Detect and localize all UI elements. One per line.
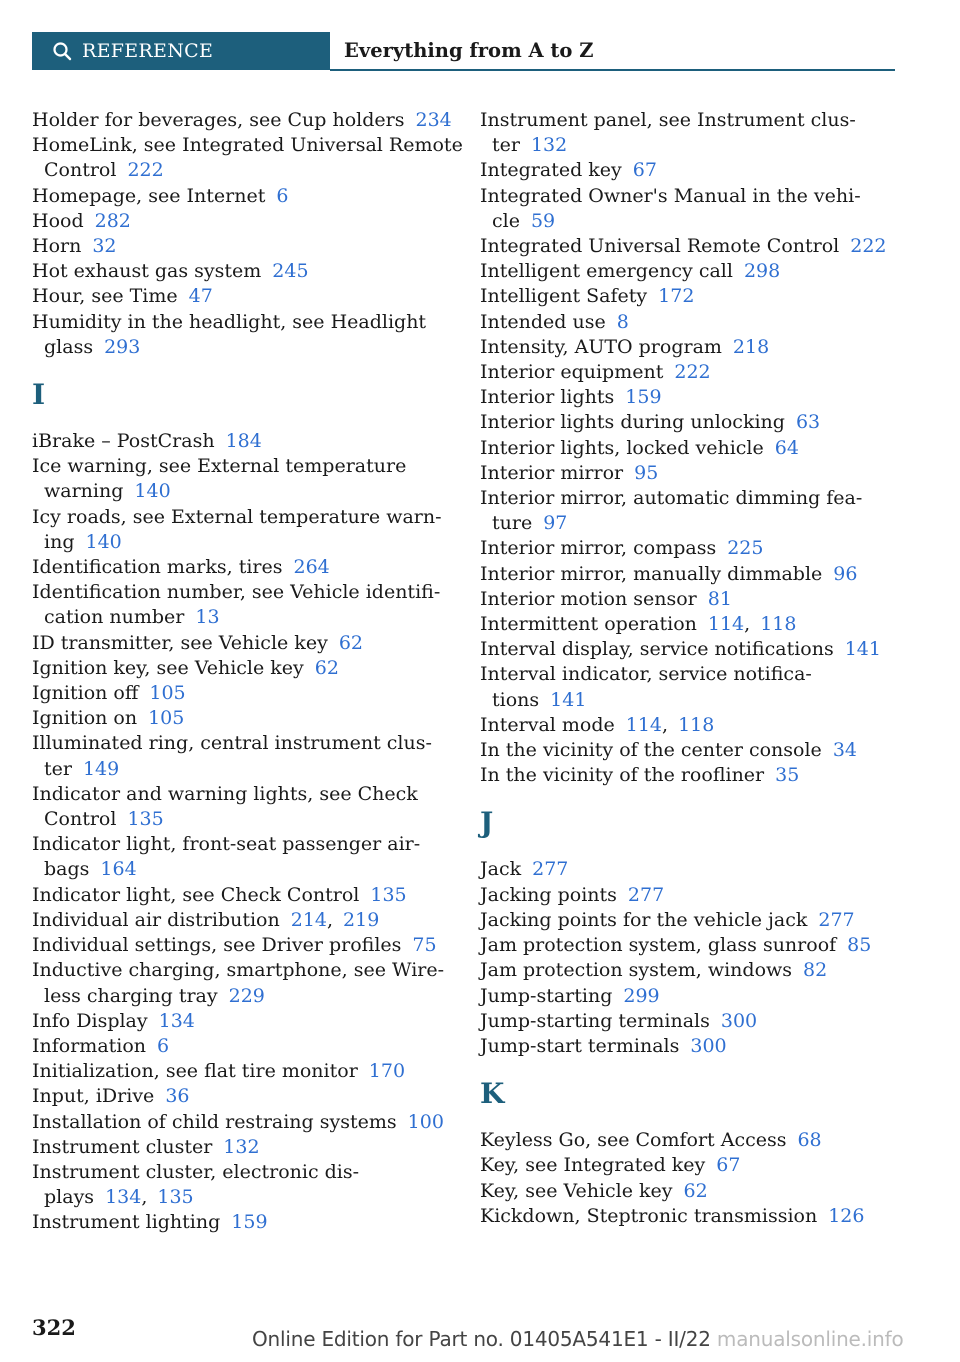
page-link[interactable]: 184	[225, 430, 262, 453]
watermark-text: manualsonline.info	[710, 1327, 904, 1351]
index-entry	[32, 259, 457, 284]
index-entry	[480, 158, 890, 183]
page-link[interactable]: 96	[833, 562, 858, 585]
entry-term: Interior lights during unlocking	[480, 411, 785, 434]
index-entry	[32, 108, 457, 133]
page-link[interactable]: 214	[290, 908, 327, 931]
page-link[interactable]: 219	[343, 908, 380, 931]
page-link[interactable]: 229	[228, 984, 265, 1007]
page-link[interactable]: 62	[314, 656, 339, 679]
page-header	[32, 32, 895, 72]
index-entry	[480, 713, 890, 738]
entry-term: Interior mirror, compass	[480, 537, 717, 560]
entry-term: In the vicinity of the center console	[480, 739, 822, 762]
entry-term: Indicator light, front-seat passenger air‐	[32, 833, 421, 856]
page-link[interactable]: 222	[674, 361, 711, 384]
index-column-left	[32, 108, 463, 1236]
page-link[interactable]: 100	[407, 1110, 444, 1133]
page-link[interactable]: 13	[195, 606, 220, 629]
index-entry	[480, 637, 890, 662]
entry-term: Installation of child restraing systems	[32, 1110, 397, 1133]
page-link[interactable]: 132	[530, 134, 568, 157]
index-entry	[480, 933, 890, 958]
page-link[interactable]: 170	[368, 1060, 406, 1083]
index-entry	[32, 555, 457, 580]
index-entry	[32, 731, 457, 781]
index-entry	[480, 385, 890, 410]
page-separator: ,	[327, 908, 334, 931]
entry-term: Jam protection system, windows	[480, 959, 793, 982]
entry-term: Intelligent emergency call	[480, 260, 733, 283]
page-link[interactable]: 68	[797, 1129, 822, 1152]
page-link[interactable]: 81	[707, 587, 732, 610]
entry-term: Kickdown, Steptronic transmission	[480, 1204, 818, 1227]
index-entry	[32, 1059, 457, 1084]
entry-term: Integrated Owner's Manual in the vehi‐	[480, 184, 861, 207]
index-entry	[480, 612, 890, 637]
entry-term: Individual settings, see Driver profiles	[32, 934, 402, 957]
page-link[interactable]: 149	[82, 757, 120, 780]
page-link[interactable]: 135	[370, 883, 407, 906]
index-entry	[32, 1009, 457, 1034]
page-link[interactable]: 126	[828, 1204, 865, 1227]
page-link[interactable]: 140	[134, 480, 171, 503]
entry-term: Hot exhaust gas system	[32, 260, 262, 283]
entry-term-continued: plays	[44, 1186, 95, 1209]
index-entry	[480, 587, 890, 612]
index-entry	[480, 984, 890, 1009]
entry-term: Holder for beverages, see Cup holders	[32, 109, 405, 131]
entry-term: Interval display, service notifications	[480, 638, 834, 661]
entry-term: Ice warning, see External temperature	[32, 455, 407, 478]
entry-term: Interior equipment	[480, 361, 664, 384]
page-link[interactable]: 114	[707, 613, 745, 636]
index-entry	[32, 631, 457, 656]
index-entry	[480, 108, 890, 158]
entry-term: Intelligent Safety	[480, 285, 648, 308]
index-entry	[32, 883, 457, 908]
entry-term: Ignition off	[32, 682, 139, 705]
index-entry	[32, 184, 457, 209]
entry-term: Illuminated ring, central instrument clus‐	[32, 732, 432, 755]
index-entry	[32, 908, 457, 933]
edition-text: Online Edition for Part no. 01405A541E1 - II/22	[252, 1327, 711, 1351]
entry-term: Keyless Go, see Comfort Access	[480, 1129, 787, 1152]
entry-term: Inductive charging, smartphone, see Wire‐	[32, 959, 445, 982]
page-link[interactable]: 95	[634, 461, 659, 484]
search-icon	[52, 41, 72, 61]
index-entry	[32, 1110, 457, 1135]
index-entry	[32, 1135, 457, 1160]
page-link[interactable]: 159	[625, 386, 662, 409]
index-entry	[32, 454, 457, 504]
page-link[interactable]: 67	[716, 1154, 741, 1177]
page-link[interactable]: 293	[104, 335, 141, 358]
section-label: REFERENCE	[82, 40, 214, 62]
page-separator: ,	[141, 1186, 148, 1209]
index-entry	[32, 1210, 457, 1235]
page-link[interactable]: 222	[850, 235, 887, 258]
index-entry	[32, 958, 457, 1008]
page-link[interactable]: 97	[543, 512, 568, 535]
entry-term: Integrated Universal Remote Control	[480, 235, 840, 258]
index-entry	[32, 429, 457, 454]
index-entry	[32, 580, 457, 630]
page-link[interactable]: 114	[625, 713, 663, 736]
page-separator: ,	[662, 713, 669, 736]
entry-term: Interior lights, locked vehicle	[480, 436, 764, 459]
entry-term: Icy roads, see External temperature warn‐	[32, 505, 442, 528]
entry-term: Interior mirror	[480, 461, 624, 484]
page-link[interactable]: 135	[127, 808, 164, 831]
index-entry	[32, 933, 457, 958]
page-link[interactable]: 32	[92, 235, 117, 258]
entry-term: Info Display	[32, 1009, 148, 1032]
entry-term-continued: cle	[492, 209, 520, 232]
index-entry	[32, 310, 457, 360]
page-link[interactable]: 82	[803, 959, 828, 982]
index-entry	[480, 1128, 890, 1153]
page-link[interactable]: 300	[720, 1009, 758, 1032]
entry-term: Instrument cluster, electronic dis‐	[32, 1160, 360, 1183]
entry-term-continued: ter	[44, 757, 72, 780]
page-link[interactable]: 105	[148, 707, 185, 730]
entry-term: Hood	[32, 209, 84, 232]
page-link[interactable]: 222	[127, 159, 164, 182]
entry-term: Jump-start terminals	[480, 1034, 680, 1057]
index-entry	[480, 1179, 890, 1204]
page-link[interactable]: 277	[818, 908, 855, 931]
entry-term: Homepage, see Internet	[32, 184, 266, 207]
entry-term: Interior lights	[480, 386, 615, 409]
entry-term: Jacking points	[480, 883, 617, 906]
entry-term-continued: bags	[44, 858, 90, 881]
page-title: Everything from A to Z	[344, 39, 594, 62]
entry-term-continued: glass	[44, 335, 94, 358]
page-link[interactable]: 245	[272, 260, 309, 283]
page-link[interactable]: 135	[157, 1186, 194, 1209]
entry-term: Jump-starting	[480, 984, 613, 1007]
page-link[interactable]: 218	[732, 335, 770, 358]
page-link[interactable]: 277	[532, 858, 569, 881]
index-entry	[480, 461, 890, 486]
page-link[interactable]: 172	[658, 285, 695, 308]
index-entry	[32, 706, 457, 731]
entry-term: Instrument lighting	[32, 1211, 221, 1234]
entry-term-continued: Control	[44, 159, 117, 182]
entry-term-continued: ter	[492, 134, 520, 157]
index-entry	[32, 656, 457, 681]
index-entry	[32, 1034, 457, 1059]
page-link[interactable]: 75	[412, 934, 437, 957]
entry-term: Hour, see Time	[32, 285, 178, 308]
index-entry	[32, 209, 457, 234]
page-link[interactable]: 141	[550, 688, 587, 711]
page-link[interactable]: 234	[415, 109, 452, 131]
page-link[interactable]: 282	[94, 209, 131, 232]
entry-term: Indicator light, see Check Control	[32, 883, 360, 906]
index-entry	[480, 335, 890, 360]
entry-term-continued: cation number	[44, 606, 185, 629]
page-link[interactable]: 298	[743, 260, 781, 283]
entry-term: Intensity, AUTO program	[480, 335, 722, 358]
index-entry	[480, 234, 890, 259]
index-entry	[32, 133, 463, 183]
page-link[interactable]: 64	[774, 436, 799, 459]
entry-term: Intended use	[480, 310, 606, 333]
index-column-right	[480, 108, 890, 1229]
entry-term: Jam protection system, glass sunroof	[480, 934, 837, 957]
entry-term: Jack	[480, 858, 522, 881]
index-entry	[480, 310, 890, 335]
index-entry	[32, 505, 457, 555]
page-link[interactable]: 35	[775, 764, 800, 787]
page-link[interactable]: 141	[844, 638, 881, 661]
page-link[interactable]: 132	[223, 1135, 260, 1158]
index-entry	[480, 410, 890, 435]
entry-term: Horn	[32, 235, 82, 258]
entry-term: Integrated key	[480, 159, 622, 182]
page-link[interactable]: 36	[165, 1085, 190, 1108]
page-link[interactable]: 6	[157, 1034, 170, 1057]
index-entry	[480, 562, 890, 587]
entry-term: In the vicinity of the roofliner	[480, 764, 765, 787]
entry-term: Interior motion sensor	[480, 587, 697, 610]
index-entry	[480, 738, 890, 763]
entry-term: Instrument panel, see Instrument clus‐	[480, 109, 856, 131]
page-link[interactable]: 140	[85, 530, 122, 553]
entry-term: Intermittent operation	[480, 613, 697, 636]
entry-term: Interior mirror, automatic dimming fea‐	[480, 487, 863, 510]
page-link[interactable]: 8	[616, 310, 629, 333]
page-link[interactable]: 164	[100, 858, 137, 881]
page-link[interactable]: 85	[847, 934, 872, 957]
index-entry	[480, 958, 890, 983]
index-entry	[480, 536, 890, 561]
page-link[interactable]: 134	[158, 1009, 195, 1032]
index-entry	[480, 284, 890, 309]
entry-term: Ignition key, see Vehicle key	[32, 656, 304, 679]
entry-term: iBrake – PostCrash	[32, 430, 215, 453]
index-entry	[32, 1160, 457, 1210]
entry-term-continued: warning	[44, 480, 124, 503]
page-link[interactable]: 67	[632, 159, 657, 182]
entry-term: Input, iDrive	[32, 1085, 155, 1108]
entry-term: Jump-starting terminals	[480, 1009, 710, 1032]
page-link[interactable]: 105	[149, 682, 186, 705]
page-link[interactable]: 118	[760, 613, 797, 636]
entry-term: ID transmitter, see Vehicle key	[32, 631, 328, 654]
entry-term: Information	[32, 1034, 147, 1057]
entry-term: Instrument cluster	[32, 1135, 213, 1158]
index-entry	[32, 681, 457, 706]
page-link[interactable]: 134	[105, 1186, 142, 1209]
index-entry	[480, 184, 890, 234]
entry-term: Individual air distribution	[32, 908, 280, 931]
page-link[interactable]: 6	[276, 184, 289, 207]
entry-term: Initialization, see flat tire monitor	[32, 1060, 358, 1083]
index-entry	[480, 486, 890, 536]
entry-term: Interior mirror, manually dimmable	[480, 562, 823, 585]
entry-term: Key, see Integrated key	[480, 1154, 706, 1177]
page-link[interactable]: 34	[832, 739, 857, 762]
index-entry	[480, 908, 890, 933]
index-entry	[480, 857, 890, 882]
index-entry	[480, 883, 890, 908]
footer-edition	[252, 1327, 904, 1351]
index-entry	[32, 782, 457, 832]
entry-term-continued: tions	[492, 688, 540, 711]
index-entry	[32, 284, 457, 309]
page-link[interactable]: 62	[683, 1179, 708, 1202]
index-entry	[480, 259, 890, 284]
entry-term: Identification number, see Vehicle identifi‐	[32, 581, 441, 604]
page-link[interactable]: 47	[188, 285, 213, 308]
section-letter: I	[32, 378, 46, 412]
index-entry	[480, 662, 890, 712]
page-link[interactable]: 118	[678, 713, 715, 736]
page-link[interactable]: 299	[623, 984, 660, 1007]
entry-term-continued: less charging tray	[44, 984, 218, 1007]
page-link[interactable]: 59	[530, 209, 556, 232]
page-link[interactable]: 62	[338, 631, 363, 654]
entry-term: Interval mode	[480, 713, 615, 736]
index-entry	[480, 436, 890, 461]
section-tab[interactable]	[32, 32, 330, 70]
index-entry	[480, 1204, 890, 1229]
entry-term-continued: ing	[44, 530, 75, 553]
index-entry	[32, 832, 457, 882]
entry-term-continued: ture	[492, 512, 533, 535]
page-number: 322	[32, 1315, 76, 1340]
index-entry	[480, 1034, 890, 1059]
index-entry	[480, 360, 890, 385]
page-link[interactable]: 277	[627, 883, 665, 906]
entry-term: HomeLink, see Integrated Universal Remote	[32, 134, 463, 157]
page-link[interactable]: 63	[795, 411, 821, 434]
entry-term: Ignition on	[32, 707, 138, 730]
page-separator: ,	[744, 613, 751, 636]
page-link[interactable]: 159	[231, 1211, 268, 1234]
section-letter: K	[480, 1077, 505, 1111]
page-link[interactable]: 300	[690, 1034, 727, 1057]
entry-term-continued: Control	[44, 808, 117, 831]
index-entry	[480, 1009, 890, 1034]
section-letter: J	[480, 806, 494, 840]
entry-term: Key, see Vehicle key	[480, 1179, 673, 1202]
index-entry	[32, 234, 457, 259]
index-entry	[480, 1153, 890, 1178]
entry-term: Interval indicator, service notifica‐	[480, 663, 812, 686]
page-link[interactable]: 264	[293, 556, 330, 579]
index-entry	[480, 763, 890, 788]
page-link[interactable]: 225	[727, 537, 764, 560]
entry-term: Indicator and warning lights, see Check	[32, 782, 418, 805]
entry-term: Humidity in the headlight, see Headlight	[32, 310, 427, 333]
entry-term: Jacking points for the vehicle jack	[480, 908, 808, 931]
entry-term: Identification marks, tires	[32, 556, 283, 579]
header-divider	[330, 69, 895, 71]
index-entry	[32, 1084, 457, 1109]
